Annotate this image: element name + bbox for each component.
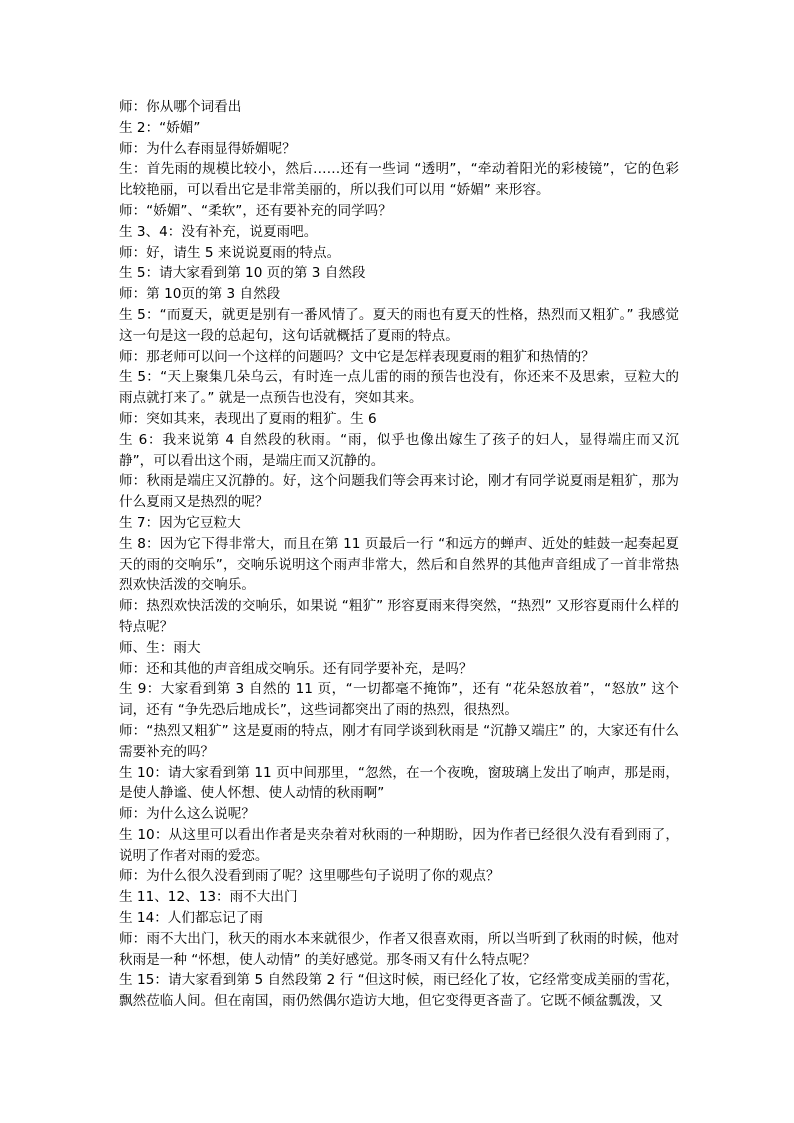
dialogue-line: 师：雨不大出门，秋天的雨水本来就很少，作者又很喜欢雨，所以当听到了秋雨的时候，他对秋雨是一种 “怀想，使人动情” 的美好感觉。那冬雨又有什么特点呢？: [119, 930, 679, 968]
dialogue-line: 生 5：“天上聚集几朵乌云，有时连一点儿雷的雨的预告也没有，你还来不及思索，豆粒大的雨点就打来了。” 就是一点预告也没有，突如其来。: [119, 369, 679, 407]
dialogue-line: 师：为什么很久没看到雨了呢？这里哪些句子说明了你的观点？: [119, 868, 500, 885]
dialogue-line: 师：为什么这么说呢？: [119, 806, 255, 823]
dialogue-line: 生 9：大家看到第 3 自然的 11 页，“一切都毫不掩饰”，还有 “花朵怒放着”，“怒放” 这个词，还有 “争先恐后地成长”，这些词都突出了雨的热烈，很热烈。: [119, 681, 679, 719]
dialogue-line: 生 8：因为它下得非常大，而且在第 11 页最后一行 “和远方的蝉声、近处的蛙鼓一起奏起夏天的雨的交响乐”，交响乐说明这个雨声非常大，然后和自然界的其他声音组成了一首非常热烈欢快活泼的交响乐。: [119, 535, 679, 594]
dialogue-line: 生 6：我来说第 4 自然段的秋雨。“雨，似乎也像出嫁生了孩子的妇人，显得端庄而又沉静”，可以看出这个雨，是端庄而又沉静的。: [119, 431, 679, 469]
dialogue-line: 师：“娇媚”、“柔软”，还有要补充的同学吗？: [119, 202, 392, 219]
dialogue-line: 生 2：“娇媚”: [119, 119, 201, 136]
dialogue-line: 生 3、4：没有补充，说夏雨吧。: [119, 223, 318, 240]
dialogue-line: 师：秋雨是端庄又沉静的。好，这个问题我们等会再来讨论，刚才有同学说夏雨是粗犷，那为什么夏雨又是热烈的呢？: [119, 473, 679, 511]
dialogue-line: 生 15：请大家看到第 5 自然段第 2 行 “但这时候，雨已经化了妆，它经常变成美丽的雪花，飘然莅临人间。但在南国，雨仍然偶尔造访大地，但它变得更吝啬了。它既不倾盆瓢泼，又: [119, 972, 679, 1010]
dialogue-line: 师：好，请生 5 来说说夏雨的特点。: [119, 244, 341, 261]
dialogue-line: 师：那老师可以问一个这样的问题吗？文中它是怎样表现夏雨的粗犷和热情的？: [119, 348, 595, 365]
dialogue-line: 师：你从哪个词看出: [119, 99, 242, 115]
document-page: [119, 97, 679, 1012]
dialogue-line: 师：为什么春雨显得娇媚呢？: [119, 140, 296, 157]
dialogue-line: 师、生：雨大: [119, 639, 201, 656]
dialogue-line: 师：还和其他的声音组成交响乐。还有同学要补充，是吗？: [119, 660, 473, 677]
dialogue-line: 师：热烈欢快活泼的交响乐，如果说 “粗犷” 形容夏雨来得突然，“热烈” 又形容夏雨什么样的特点呢？: [119, 598, 679, 635]
dialogue-line: 生 10：请大家看到第 11 页中间那里，“忽然，在一个夜晚，窗玻璃上发出了响声，那是雨，是使人静谧、使人怀想、使人动情的秋雨啊”: [119, 764, 679, 802]
dialogue-line: 生：首先雨的规模比较小，然后……还有一些词 “透明”，“牵动着阳光的彩棱镜”，它的色彩比较艳丽，可以看出它是非常美丽的，所以我们可以用 “娇媚” 来形容。: [119, 161, 679, 199]
dialogue-line: 生 5：请大家看到第 10 页的第 3 自然段: [119, 265, 366, 282]
dialogue-line: 师：第 10页的第 3 自然段: [119, 286, 281, 303]
dialogue-line: 生 5：“而夏天，就更是别有一番风情了。夏天的雨也有夏天的性格，热烈而又粗犷。” 我感觉这一句是这一段的总起句，这句话就概括了夏雨的特点。: [119, 306, 679, 344]
dialogue-line: 生 14：人们都忘记了雨: [119, 910, 263, 927]
dialogue-line: 生 11、12、13：雨不大出门: [119, 889, 298, 906]
dialogue-line: 师：“热烈又粗犷” 这是夏雨的特点，刚才有同学谈到秋雨是 “沉静又端庄” 的，大家还有什么需要补充的吗？: [119, 722, 679, 760]
dialogue-line: 师：突如其来，表现出了夏雨的粗犷。生 6: [119, 410, 377, 427]
dialogue-line: 生 7：因为它豆粒大: [119, 514, 241, 531]
dialogue-line: 生 10：从这里可以看出作者是夹杂着对秋雨的一种期盼，因为作者已经很久没有看到雨了，说明了作者对雨的爱恋。: [119, 826, 679, 864]
